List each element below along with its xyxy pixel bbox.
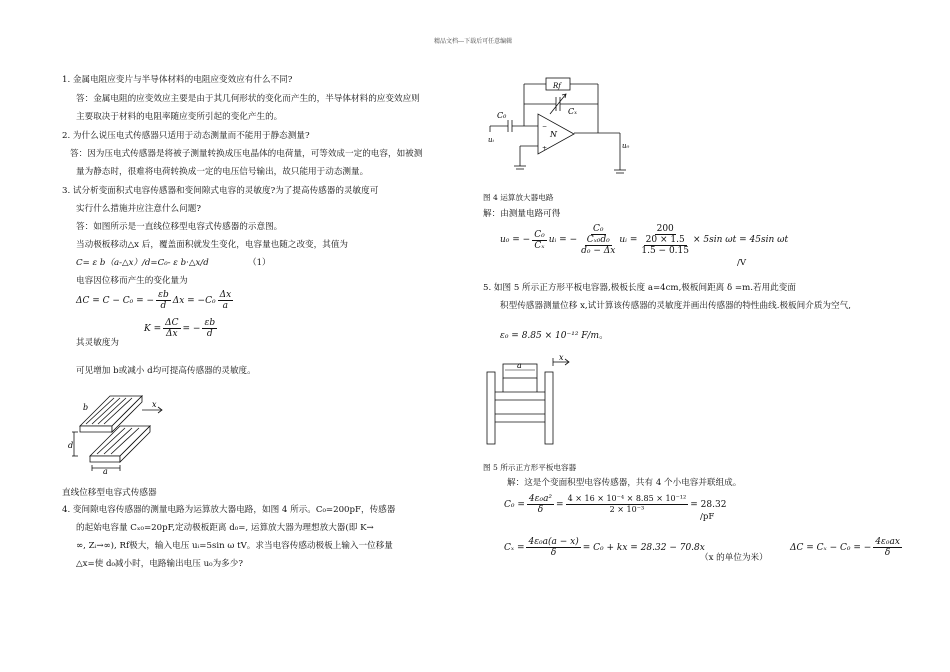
sol4-tail: × 5sin ωt = 45sin ωt (693, 235, 789, 245)
formula-capacitance-number: （1） (248, 258, 271, 268)
question-4-line-4: △x=使 d₀减小时，电路输出电压 u₀为多少? (76, 559, 243, 569)
sol4-ui-2: uᵢ = (619, 235, 638, 245)
fraction-numerator: ΔC (165, 318, 179, 328)
c0-lhs: C₀ = (504, 499, 525, 510)
fraction-cx (526, 537, 580, 558)
label-a: a (517, 361, 522, 370)
formula-k-mid: = − (182, 323, 201, 334)
op-amp-circuit-figure (480, 70, 640, 185)
fraction-eb-d (156, 290, 171, 311)
question-3-line-1: 3. 试分析变面积式电容传感器和变间隙式电容的灵敏度?为了提高传感器的灵敏度可 (62, 186, 379, 196)
nested-denominator: d₀ − Δx (581, 246, 616, 256)
nested-denominator: 1.5 − 0.15 (641, 246, 689, 256)
epsilon-zero (500, 328, 608, 341)
formula-delta-c-right (790, 537, 904, 558)
cx-note: （x 的单位为米） (700, 553, 768, 563)
fraction-c0-over-ratio (579, 224, 617, 256)
fraction-numerator: 200 (656, 224, 674, 234)
sensitivity-label: 其灵敏度为 (76, 338, 119, 348)
question-4-line-3: ∞, Zᵢ→∞), Rf极大，输入电压 uᵢ=5sin ω tV。求当电容传感动极板上输入一位移量 (76, 541, 393, 551)
formula-delta-c-left: ΔC = C − C₀ = − (76, 295, 155, 306)
formula-cx (504, 537, 705, 558)
fraction-numerator: εb (204, 318, 216, 328)
formula-capacitance: C= ε b（a-△x）/d=C₀- ε b·△x/d (76, 258, 209, 268)
label-x: x (559, 353, 564, 362)
fraction-dx-a (218, 290, 234, 311)
answer-1-line-2: 主要取决于材料的电阻率随应变所引起的变化产生的。 (76, 112, 283, 122)
question-4-line-2: 的起始电容量 Cₓ₀=20pF,定动极板距离 d₀=, 运算放大器为理想放大器(即 K→ (76, 523, 374, 533)
linear-displacement-capacitor-figure (70, 386, 180, 476)
nested-numerator: 20 × 1.5 (645, 235, 685, 245)
fraction-denominator: a (222, 301, 229, 311)
answer-1-line-1: 答：金属电阻的应变效应主要是由于其几何形状的变化而产生的，半导体材料的应变效应则 (76, 94, 420, 104)
figure-caption-linear: 直线位移型电容式传感器 (62, 488, 157, 498)
answer-2-line-2: 量为静态时，很难将电荷转换成一定的电压信号输出，故只能用于动态测量。 (76, 167, 369, 177)
answer-3-conclusion: 可见增加 b或减小 d均可提高传感器的灵敏度。 (76, 366, 256, 376)
question-5-line-1: 5. 如图 5 所示正方形平板电容器,极板长度 a=4cm,极板间距离 δ =m.若用此变面 (483, 283, 796, 293)
label-d: d (68, 441, 74, 450)
fraction-denominator: Cₓ (534, 240, 545, 251)
fraction-denominator: δ (884, 548, 891, 558)
fraction-c0-1 (527, 494, 554, 515)
fraction-numerator: εb (158, 290, 169, 300)
answer-3-line-2: 当动极板移动△x 后，覆盖面积就发生变化，电容量也随之改变，其值为 (76, 240, 349, 250)
formula-sensitivity (144, 318, 219, 339)
fraction-denominator: Δx (166, 329, 178, 339)
c0-eq: = (556, 499, 564, 510)
label-n: N (550, 130, 557, 139)
fraction-denominator: δ (537, 505, 544, 515)
solution-4-unit: /V (737, 258, 747, 268)
square-plate-capacitor-figure (483, 354, 583, 450)
c0-unit: /pF (700, 512, 715, 522)
fraction-eb-d-2 (202, 318, 217, 339)
label-cx: Cₓ (568, 107, 577, 116)
solution-5-intro: 解：这是个变面积型电容传感器，共有 4 个小电容并联组成。 (507, 478, 742, 488)
page-header: 精品文档---下载后可任意编辑 (434, 38, 513, 45)
solution-4-formula (500, 224, 788, 256)
formula-c0 (504, 494, 726, 515)
sol4-ui-1: uᵢ = − (548, 235, 578, 245)
formula-k-left: K = (144, 323, 162, 334)
question-1: 1. 金属电阻应变片与半导体材料的电阻应变效应有什么不同? (62, 75, 293, 85)
label-a: a (103, 467, 108, 476)
answer-3-line-1: 答：如图所示是一直线位移型电容式传感器的示意图。 (76, 222, 283, 232)
fraction-dc (873, 537, 902, 558)
fraction-dc-dx (163, 318, 180, 339)
question-2: 2. 为什么说压电式传感器只适用于动态测量而不能用于静态测量? (62, 131, 310, 141)
fraction-c0-cx (532, 230, 547, 251)
label-x: x (152, 400, 157, 409)
fraction-numerator: 4ε₀ax (875, 537, 900, 547)
cx-result: = C₀ + kx = 28.32 − 70.8x (582, 542, 705, 553)
figure-5-caption: 图 5 所示正方形平板电容器 (483, 463, 577, 472)
formula-delta-c (76, 290, 235, 311)
svg-text:−: − (542, 123, 548, 130)
formula-delta-c-mid: Δx = −C₀ (172, 295, 216, 306)
fraction-denominator (579, 235, 617, 256)
fraction-numerator: C₀ (534, 229, 545, 240)
answer-2-line-1: 答：因为压电式传感器是将被子测量转换成压电晶体的电荷量，可等效成一定的电容，如被测 (70, 149, 423, 159)
nested-numerator: Cₓ₀d₀ (586, 235, 610, 245)
fraction-denominator: d (206, 329, 213, 339)
c0-result: = 28.32 (690, 499, 727, 510)
fraction-numeric (639, 224, 691, 256)
fraction-denominator (639, 235, 691, 256)
dc-lhs: ΔC = Cₓ − C₀ = − (790, 542, 872, 553)
fraction-numerator: 4 × 16 × 10⁻⁴ × 8.85 × 10⁻¹² (567, 494, 687, 503)
fraction-numerator: 4ε₀a² (528, 494, 553, 504)
label-ui: uᵢ (488, 136, 494, 144)
epsilon-zero-value: ε₀ = 8.85 × 10⁻¹² F/m (500, 331, 600, 341)
fraction-numerator: C₀ (593, 224, 604, 234)
cx-lhs: Cₓ = (504, 542, 525, 553)
question-4-line-1: 4. 变间隙电容传感器的测量电路为运算放大器电路，如图 4 所示。C₀=200pF，传感器 (62, 505, 396, 515)
fraction-denominator: 2 × 10⁻³ (609, 505, 645, 514)
label-uo: u₀ (622, 142, 630, 150)
solution-4-intro: 解：由测量电路可得 (483, 209, 561, 219)
fraction-denominator: d (160, 301, 167, 311)
label-c0: C₀ (497, 111, 507, 120)
sol4-lhs: u₀ = − (500, 235, 531, 245)
label-b: b (83, 403, 89, 412)
fraction-numerator: 4ε₀a(a − x) (528, 537, 579, 547)
fraction-denominator: δ (550, 548, 557, 558)
question-5-line-2: 积型传感器测量位移 x,试计算该传感器的灵敏度并画出传感器的特性曲线.极板间介质为空气, (500, 301, 851, 311)
fraction-c0-2 (566, 494, 689, 515)
fraction-numerator: Δx (219, 290, 232, 300)
figure-4-caption: 图 4 运算放大器电路 (483, 193, 554, 202)
label-rf: Rf (553, 82, 561, 90)
question-3-line-2: 实行什么措施并应注意什么问题? (76, 204, 201, 214)
epsilon-zero-tail: 。 (599, 331, 609, 341)
svg-text:+: + (542, 145, 548, 152)
answer-3-line-3: 电容因位移而产生的变化量为 (76, 276, 188, 286)
